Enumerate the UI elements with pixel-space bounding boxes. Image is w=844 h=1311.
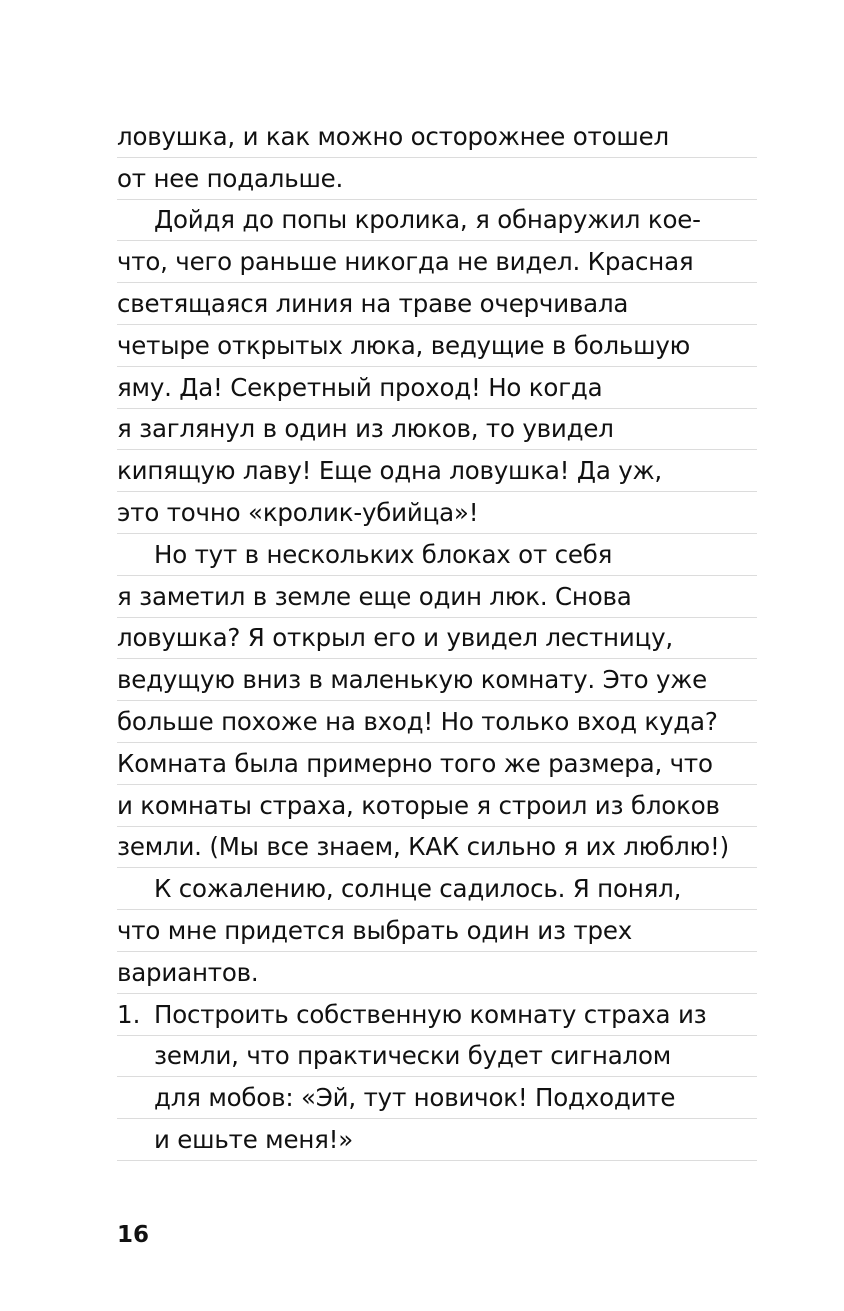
text-line <box>117 785 757 827</box>
line-text: что, чего раньше никогда не видел. Красная <box>117 247 694 277</box>
line-text: больше похоже на вход! Но только вход куда? <box>117 706 718 736</box>
list-number: 1. <box>117 999 141 1029</box>
line-text: и ешьте меня!» <box>154 1124 354 1154</box>
text-line <box>117 910 757 952</box>
line-text: яму. Да! Секретный проход! Но когда <box>117 372 603 402</box>
text-line <box>117 241 757 283</box>
line-text: земли, что практически будет сигналом <box>154 1041 672 1071</box>
line-text: ведущую вниз в маленькую комнату. Это уже <box>117 665 708 695</box>
line-text: Но тут в нескольких блоках от себя <box>154 539 613 569</box>
text-line <box>117 283 757 325</box>
line-text: К сожалению, солнце садилось. Я понял, <box>154 874 682 904</box>
line-text: ловушка? Я открыл его и увидел лестницу, <box>117 623 673 653</box>
paragraph-start-line <box>117 200 757 242</box>
text-line <box>117 618 757 660</box>
text-line <box>117 827 757 869</box>
line-text: что мне придется выбрать один из трех <box>117 915 633 945</box>
line-text: Дойдя до попы кролика, я обнаружил кое- <box>154 205 701 235</box>
text-line <box>117 116 757 158</box>
text-line <box>117 492 757 534</box>
text-line <box>117 325 757 367</box>
line-text: от нее подальше. <box>117 163 344 193</box>
text-line <box>117 701 757 743</box>
list-continuation-line <box>117 1036 757 1078</box>
line-text: для мобов: «Эй, тут новичок! Подходите <box>154 1083 676 1113</box>
list-item-line <box>117 994 757 1036</box>
list-continuation-line <box>117 1119 757 1161</box>
paragraph-start-line <box>117 868 757 910</box>
text-line <box>117 952 757 994</box>
line-text: я заглянул в один из люков, то увидел <box>117 414 614 444</box>
line-text: кипящую лаву! Еще одна ловушка! Да уж, <box>117 456 662 486</box>
line-text: земли. (Мы все знаем, КАК сильно я их люблю!) <box>117 832 729 862</box>
text-line <box>117 158 757 200</box>
line-text: и комнаты страха, которые я строил из блоков <box>117 790 720 820</box>
text-line <box>117 409 757 451</box>
line-text: четыре открытых люка, ведущие в большую <box>117 330 691 360</box>
paragraph-start-line <box>117 534 757 576</box>
line-text: вариантов. <box>117 957 259 987</box>
page-text <box>117 116 757 1161</box>
text-line <box>117 576 757 618</box>
text-line <box>117 367 757 409</box>
line-text: Комната была примерно того же размера, что <box>117 748 713 778</box>
line-text: я заметил в земле еще один люк. Снова <box>117 581 632 611</box>
text-line <box>117 743 757 785</box>
line-text: это точно «кролик-убийца»! <box>117 497 479 527</box>
text-line <box>117 659 757 701</box>
list-continuation-line <box>117 1077 757 1119</box>
line-text: светящаяся линия на траве очерчивала <box>117 288 629 318</box>
text-line <box>117 450 757 492</box>
line-text: Построить собственную комнату страха из <box>154 999 707 1029</box>
page-number: 16 <box>117 1222 150 1248</box>
line-text: ловушка, и как можно осторожнее отошел <box>117 121 669 151</box>
